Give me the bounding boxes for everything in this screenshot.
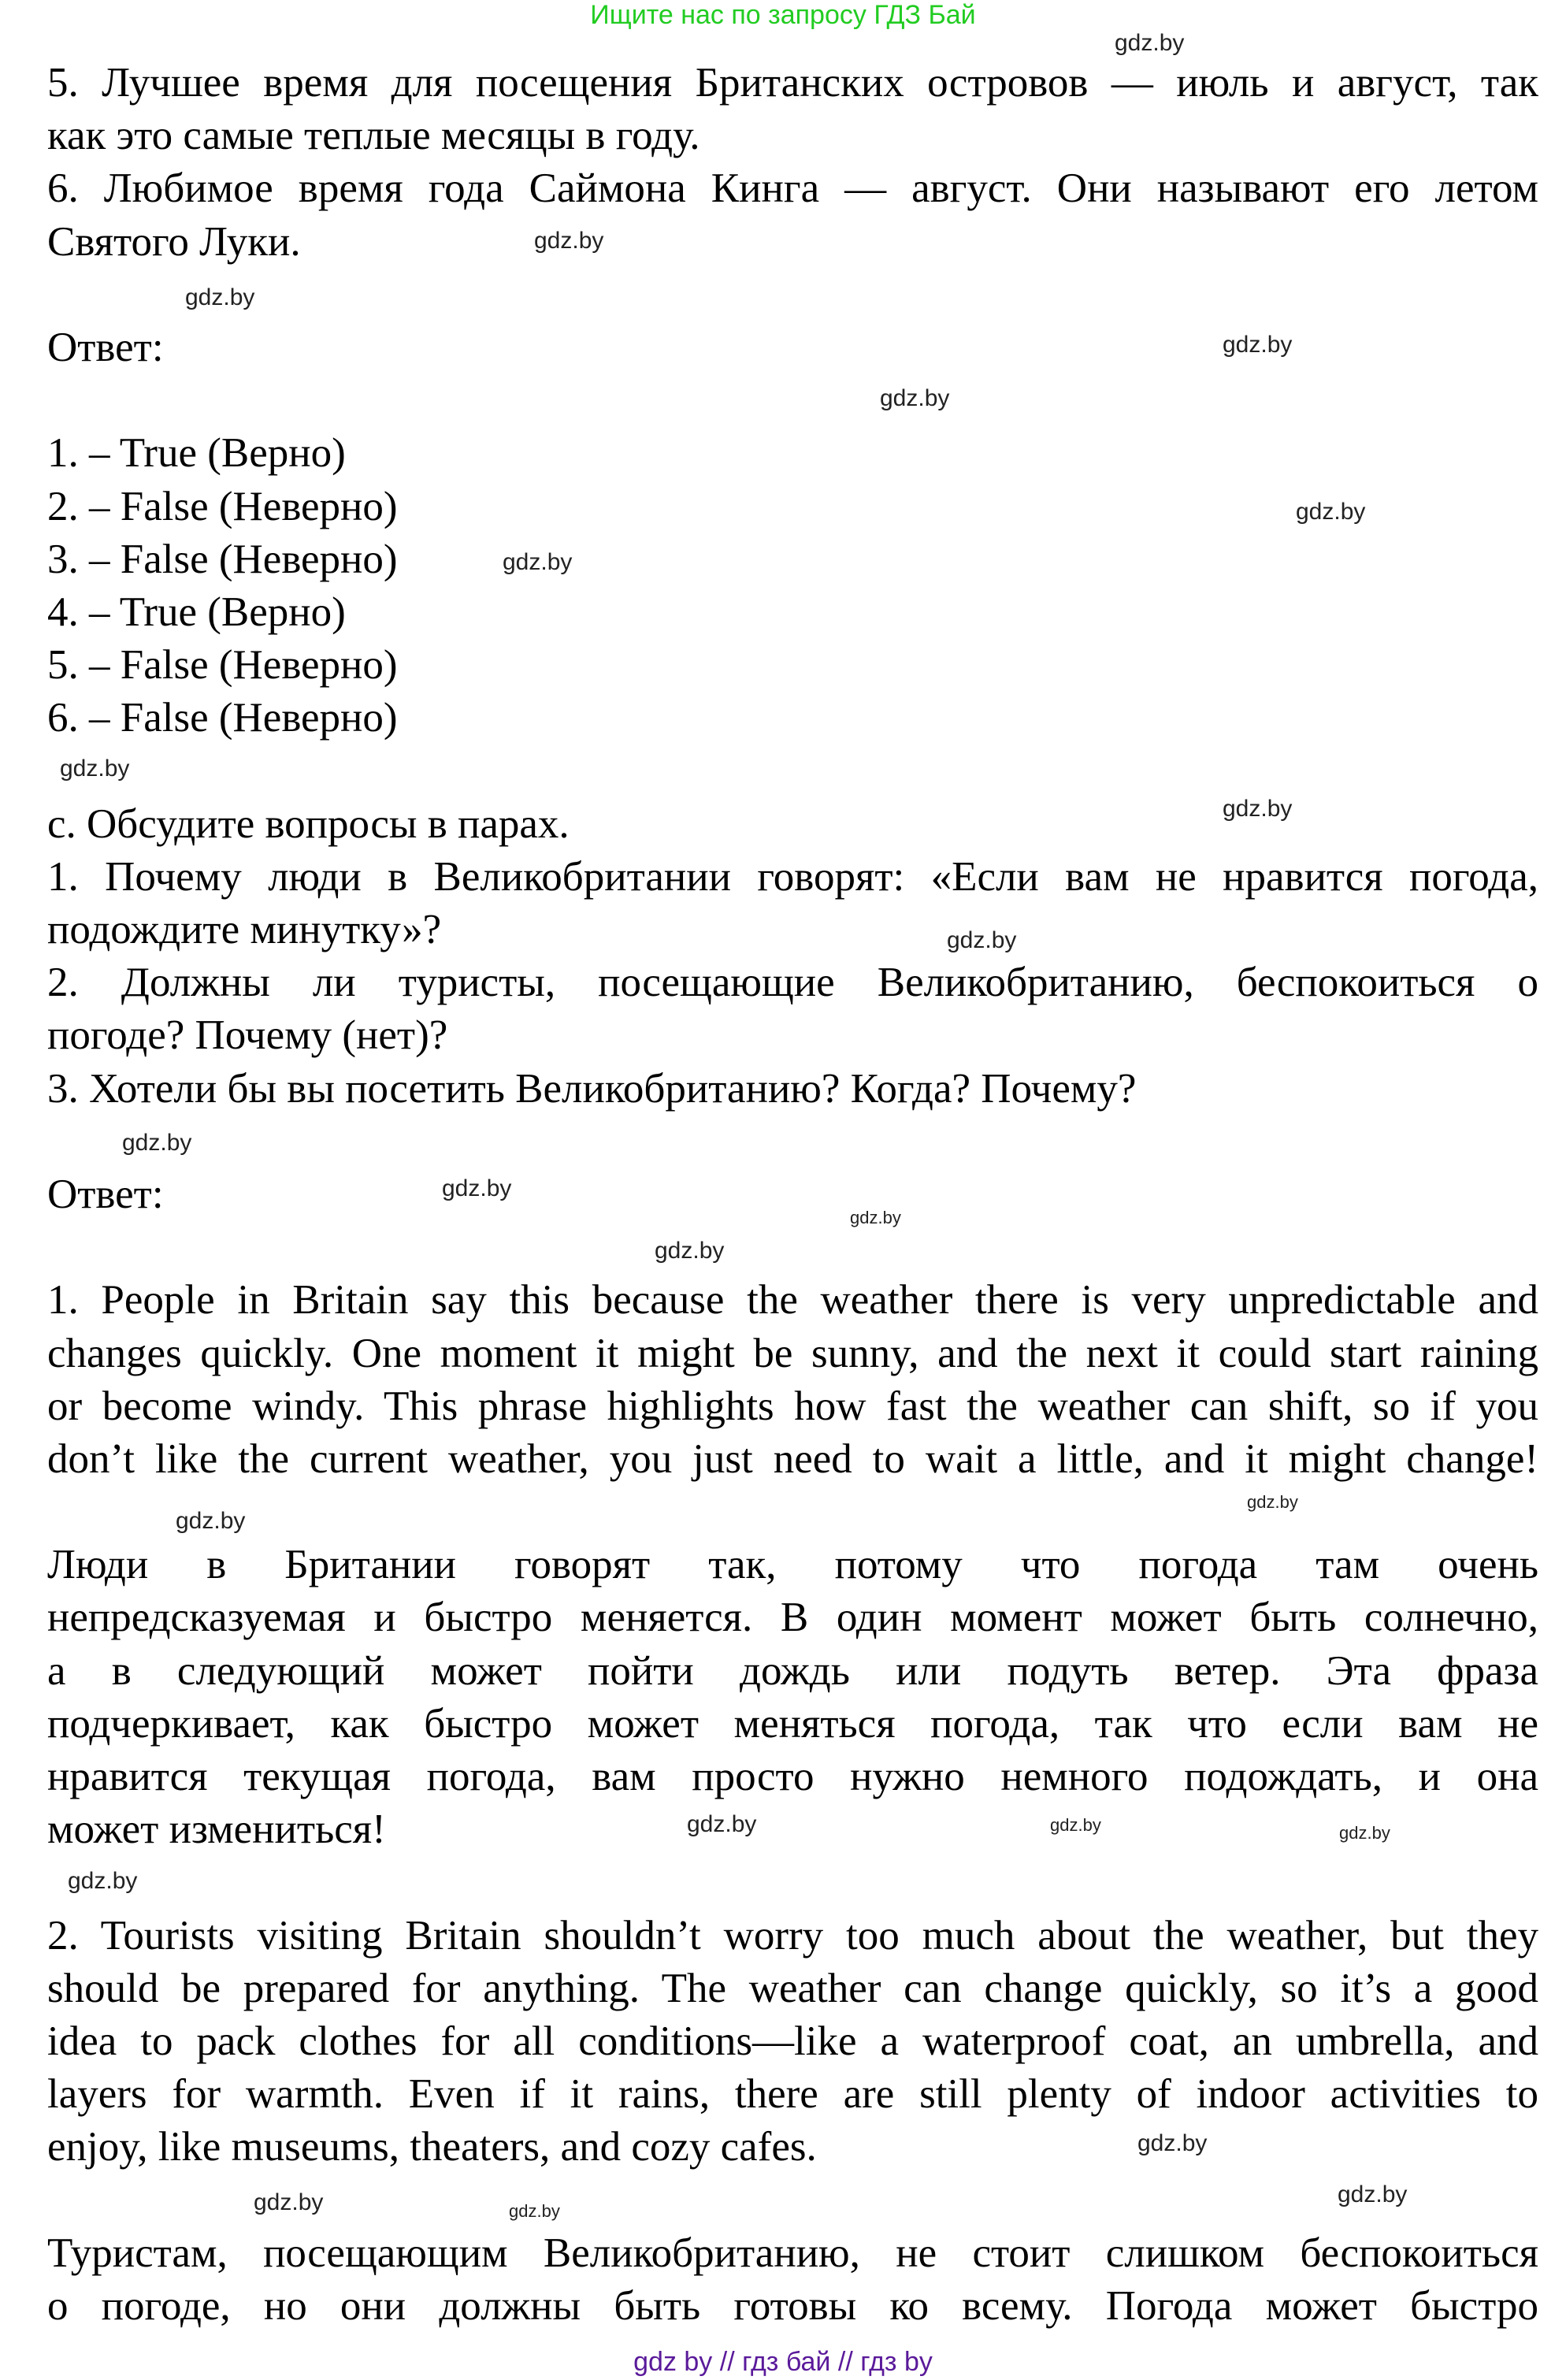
watermark: gdz.by	[1338, 2181, 1408, 2207]
watermark: gdz.by	[509, 2201, 560, 2221]
answer-2-ru-line: Туристам, посещающим Великобританию, не стоит слишком беспокоиться	[47, 2230, 1538, 2276]
answer-label: Ответ:	[47, 324, 164, 370]
question-line: 3. Хотели бы вы посетить Великобританию? Когда? Почему?	[47, 1065, 1137, 1112]
watermark: gdz.by	[1115, 30, 1185, 56]
watermark: gdz.by	[176, 1508, 246, 1534]
question-line: погоде? Почему (нет)?	[47, 1012, 448, 1059]
answer-2-en-line: idea to pack clothes for all conditions—like a waterproof coat, an umbrella, and	[47, 2018, 1538, 2064]
watermark: gdz.by	[503, 549, 573, 575]
question-line: 2. Должны ли туристы, посещающие Великобританию, беспокоиться о	[47, 960, 1538, 1006]
watermark: gdz.by	[1137, 2130, 1208, 2156]
answer-1-ru-line: может измениться!	[47, 1806, 386, 1853]
statement-line: 6. Любимое время года Саймона Кинга — август. Они называют его летом	[47, 165, 1538, 212]
document-body	[47, 57, 1538, 2333]
watermark: gdz.by	[1050, 1815, 1101, 1835]
answer-1-en-line: 1. People in Britain say this because the weather there is very unpredictable and	[47, 1277, 1538, 1324]
statement-line: как это самые теплые месяцы в году.	[47, 113, 700, 159]
answer-item: 6. – False (Неверно)	[47, 695, 398, 741]
answer-1-ru-line: а в следующий может пойти дождь или подуть ветер. Эта фраза	[47, 1647, 1538, 1694]
watermark: gdz.by	[947, 927, 1017, 953]
watermark: gdz.by	[185, 284, 255, 310]
answer-item: 2. – False (Неверно)	[47, 483, 398, 529]
watermark: gdz.by	[254, 2189, 324, 2215]
answer-1-en-line: changes quickly. One moment it might be sunny, and the next it could start raining	[47, 1330, 1538, 1376]
answer-2-ru-line: о погоде, но они должны быть готовы ко всему. Погода может быстро	[47, 2282, 1538, 2329]
answer-2-en-line: 2. Tourists visiting Britain shouldn’t worry too much about the weather, but they	[47, 1912, 1538, 1959]
answer-1-ru-line: нравится текущая погода, вам просто нужно немного подождать, и она	[47, 1754, 1538, 1799]
answer-1-ru-line: Люди в Британии говорят так, потому что погода там очень	[47, 1542, 1538, 1588]
answer-item: 1. – True (Верно)	[47, 430, 346, 477]
watermark: gdz.by	[1247, 1492, 1298, 1512]
answer-item: 5. – False (Неверно)	[47, 642, 398, 689]
watermark: gdz.by	[655, 1238, 725, 1264]
question-line: 1. Почему люди в Великобритании говорят: «Если вам не нравится погода,	[47, 853, 1538, 900]
statement-line: Святого Луки.	[47, 218, 301, 265]
answer-1-en-line: or become windy. This phrase highlights how fast the weather can shift, so if you	[47, 1383, 1538, 1429]
answer-1-ru-line: подчеркивает, как быстро может меняться погода, так что если вам не	[47, 1700, 1538, 1747]
answer-1-en-line: don’t like the current weather, you just need to wait a little, and it might change!	[47, 1435, 1538, 1482]
watermark: gdz.by	[1339, 1823, 1390, 1843]
watermark: gdz.by	[60, 756, 130, 782]
answer-label: Ответ:	[47, 1171, 164, 1217]
answer-item: 4. – True (Верно)	[47, 589, 346, 635]
search-banner: Ищите нас по запросу ГДЗ Бай	[590, 0, 976, 30]
watermark: gdz.by	[122, 1130, 192, 1156]
watermark: gdz.by	[850, 1208, 901, 1227]
watermark: gdz.by	[1296, 499, 1366, 525]
question-line: подождите минутку»?	[47, 907, 442, 952]
answer-2-en-line: should be prepared for anything. The weather can change quickly, so it’s a good	[47, 1965, 1538, 2011]
answer-item: 3. – False (Неверно)	[47, 536, 398, 582]
watermark: gdz.by	[687, 1811, 757, 1837]
section-c-title: c. Обсудите вопросы в парах.	[47, 800, 570, 847]
watermark: gdz.by	[880, 385, 950, 411]
watermark: gdz.by	[68, 1868, 138, 1894]
answer-1-ru-line: непредсказуемая и быстро меняется. В один момент может быть солнечно,	[47, 1595, 1538, 1641]
watermark: gdz.by	[442, 1175, 512, 1201]
statement-line: 5. Лучшее время для посещения Британских островов — июль и август, так	[47, 60, 1538, 106]
watermark: gdz.by	[1223, 796, 1293, 822]
watermark: gdz.by	[534, 228, 604, 254]
answer-2-en-line: layers for warmth. Even if it rains, there are still plenty of indoor activities to	[47, 2071, 1538, 2118]
footer-banner: gdz by // гдз бай // гдз by	[633, 2347, 933, 2377]
watermark: gdz.by	[1223, 332, 1293, 358]
answer-2-en-line: enjoy, like museums, theaters, and cozy cafes.	[47, 2124, 817, 2170]
